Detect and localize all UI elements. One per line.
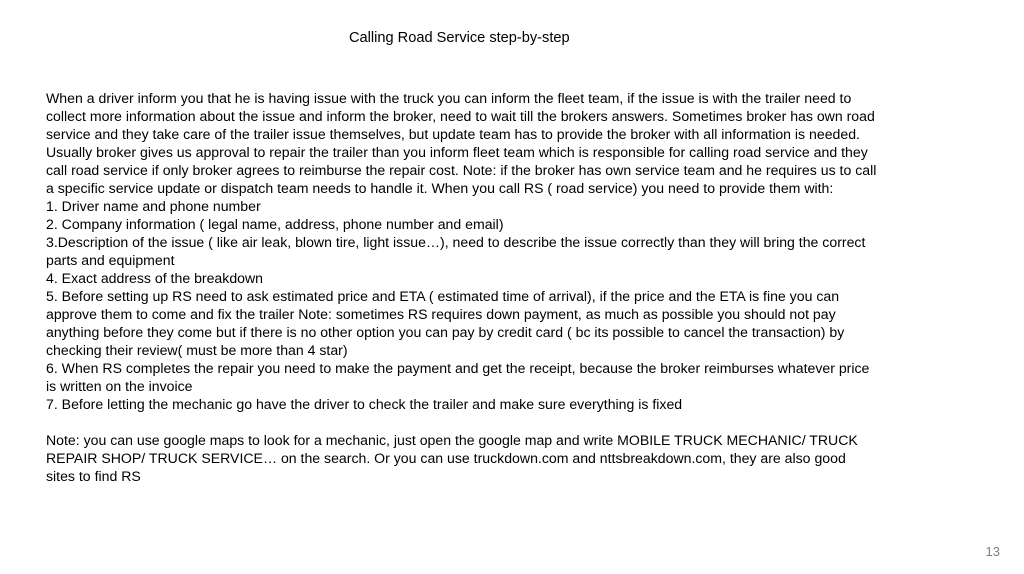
page-number: 13 — [985, 544, 1000, 559]
text-line: Note: you can use google maps to look for a mechanic, just open the google map and write MOBILE TRUCK MECHANIC/ TRUCK — [46, 432, 858, 448]
step-item: parts and equipment — [46, 252, 175, 268]
step-item: 7. Before letting the mechanic go have the driver to check the trailer and make sure everything is fixed — [46, 396, 683, 412]
text-line: REPAIR SHOP/ TRUCK SERVICE… on the search. Or you can use truckdown.com and nttsbreakdown.com, they are also good — [46, 450, 846, 466]
step-item: 3.Description of the issue ( like air leak, blown tire, light issue…), need to describe the issue correctly than they will bring the correct — [46, 234, 866, 250]
text-line: call road service if only broker agrees to reimburse the repair cost. Note: if the broker has own service team and he requires us to call — [46, 162, 877, 178]
step-item: is written on the invoice — [46, 378, 193, 394]
note-paragraph — [46, 431, 946, 485]
step-item: checking their review( must be more than 4 star) — [46, 342, 348, 358]
step-item: 1. Driver name and phone number — [46, 198, 261, 214]
step-item: anything before they come but if there is no other option you can pay by credit card ( bc its possible to cancel the transaction) by — [46, 324, 845, 340]
text-line: Usually broker gives us approval to repair the trailer than you inform fleet team which is responsible for calling road service and they — [46, 144, 868, 160]
slide-title: Calling Road Service step-by-step — [349, 30, 570, 46]
step-item: 5. Before setting up RS need to ask estimated price and ETA ( estimated time of arrival), if the price and the ETA is fine you can — [46, 288, 840, 304]
step-item: 2. Company information ( legal name, address, phone number and email) — [46, 216, 504, 232]
text-line: sites to find RS — [46, 468, 141, 484]
step-item: 6. When RS completes the repair you need to make the payment and get the receipt, because the broker reimburses whatever price — [46, 360, 870, 376]
slide-body — [46, 89, 946, 485]
step-item: approve them to come and fix the trailer Note: sometimes RS requires down payment, as much as possible you should not pay — [46, 306, 836, 322]
text-line: collect more information about the issue and inform the broker, need to wait till the brokers answers. Sometimes broker has own road — [46, 108, 875, 124]
text-line: When a driver inform you that he is having issue with the truck you can inform the fleet team, if the issue is with the trailer need to — [46, 90, 852, 106]
text-line: service and they take care of the trailer issue themselves, but update team has to provide the broker with all information is needed. — [46, 126, 860, 142]
paragraph-spacer — [46, 413, 946, 431]
step-item: 4. Exact address of the breakdown — [46, 270, 264, 286]
intro-paragraph — [46, 89, 946, 197]
text-line: a specific service update or dispatch team needs to handle it. When you call RS ( road service) you need to provide them with: — [46, 180, 834, 196]
steps-list — [46, 197, 946, 413]
